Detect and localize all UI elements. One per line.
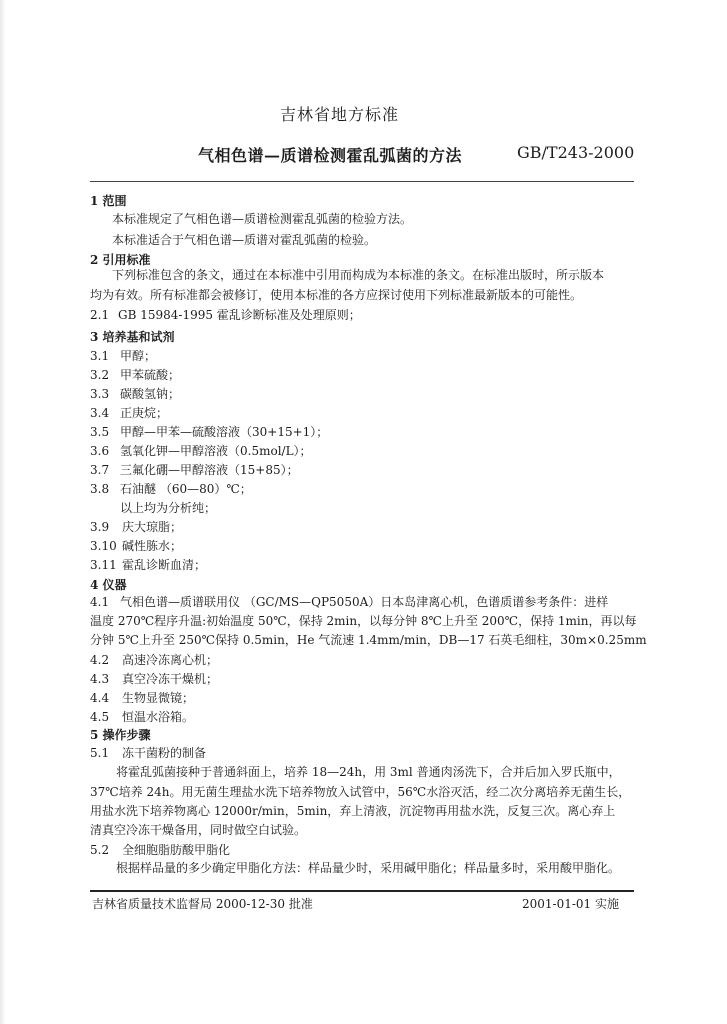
paragraph: 将霍乱弧菌接种于普通斜面上，培养 18—24h，用 3ml 普通肉汤洗下，合并后加入罗氏瓶中， — [116, 765, 621, 779]
clause-text: 庆大琼脂； — [122, 520, 183, 534]
clause-text: 真空冷冻干燥机； — [122, 672, 219, 686]
clause-number: 4.5 — [90, 710, 110, 724]
reagent-note: 以上均为分析纯； — [120, 501, 217, 515]
section-heading-instruments: 4 仪器 — [90, 578, 127, 592]
clause-number: 3.1 — [90, 349, 110, 363]
clause-number: 5.1 — [90, 746, 110, 760]
clause-text: 石油醚 （60—80）℃； — [120, 482, 252, 496]
clause-number: 3.11 — [90, 558, 117, 572]
clause-text: 正庚烷； — [120, 406, 169, 420]
clause-number: 3.6 — [90, 444, 110, 458]
clause-text: 温度 270℃程序升温:初始温度 50℃，保持 2min，以每分钟 8℃上升至 200℃，保持 1min，再以每 — [90, 614, 637, 628]
clause-number: 3.9 — [90, 520, 110, 534]
paragraph: 37℃培养 24h。用无菌生理盐水洗下培养物放入试管中，56℃水浴灭活，经二次分离培养无菌生长， — [90, 785, 631, 799]
clause-number: 4.2 — [90, 653, 110, 667]
section-heading-references: 2 引用标准 — [90, 253, 151, 267]
clause-number: 3.2 — [90, 368, 110, 382]
standard-issuer: 吉林省地方标准 — [280, 105, 400, 124]
standard-code: GB/T243-2000 — [517, 143, 635, 162]
clause-number: 2.1 — [90, 308, 110, 322]
section-heading-procedure: 5 操作步骤 — [90, 728, 151, 742]
paragraph: 清真空冷冻干燥备用，同时做空白试验。 — [90, 823, 307, 837]
clause-text: 甲苯硫酸； — [120, 368, 181, 382]
section-heading-reagents: 3 培养基和试剂 — [90, 330, 175, 344]
clause-number: 3.7 — [90, 463, 110, 477]
paragraph: 本标准适合于气相色谱—质谱对霍乱弧菌的检验。 — [112, 233, 377, 247]
clause-text: 碱性胨水； — [122, 539, 183, 553]
header-divider — [90, 181, 634, 182]
clause-number: 3.4 — [90, 406, 110, 420]
clause-number: 4.1 — [90, 595, 110, 609]
clause-text: 恒温水浴箱。 — [122, 710, 195, 724]
clause-text: 甲醇—甲苯—硫酸溶液（30+15+1）； — [120, 425, 329, 439]
paragraph: 均为有效。所有标准都会被修订，使用本标准的各方应探讨使用下列标准最新版本的可能性。 — [90, 288, 583, 302]
paragraph: 用盐水洗下培养物离心 12000r/min，5min，弃上清液，沉淀物再用盐水洗，反复三次。离心弃上 — [90, 804, 616, 818]
approval-line: 吉林省质量技术监督局 2000-12-30 批准 — [92, 897, 313, 911]
clause-text: 气相色谱—质谱联用仪 （GC/MS—QP5050A）日本岛津离心机，色谱质谱参考条件：进样 — [120, 595, 609, 609]
clause-number: 3.10 — [90, 539, 117, 553]
effective-date: 2001-01-01 实施 — [522, 897, 620, 911]
paragraph: 下列标准包含的条文，通过在本标准中引用而构成为本标准的条文。在标准出版时，所示版本 — [112, 268, 605, 282]
clause-number: 4.4 — [90, 691, 110, 705]
clause-text: 高速冷冻离心机； — [122, 653, 219, 667]
clause-text: 分钟 5℃上升至 250℃保持 0.5min，He 气流速 1.4mm/min，DB—17 石英毛细柱，30m×0.25mm — [90, 633, 647, 647]
clause-title: 全细胞脂肪酸甲脂化 — [122, 843, 231, 857]
footer-divider — [90, 890, 634, 892]
clause-number: 3.8 — [90, 482, 110, 496]
clause-number: 3.5 — [90, 425, 110, 439]
clause-text: 霍乱诊断血清； — [122, 558, 207, 572]
clause-text: 碳酸氢钠； — [120, 387, 181, 401]
section-heading-scope: 1 范围 — [90, 194, 127, 208]
clause-number: 3.3 — [90, 387, 110, 401]
clause-text: 生物显微镜； — [122, 691, 195, 705]
clause-number: 4.3 — [90, 672, 110, 686]
clause-text: 三氟化硼—甲醇溶液（15+85）； — [120, 463, 299, 477]
document-title: 气相色谱—质谱检测霍乱弧菌的方法 — [198, 146, 463, 165]
clause-title: 冻干菌粉的制备 — [122, 746, 207, 760]
clause-text: GB 15984-1995 霍乱诊断标准及处理原则； — [118, 308, 361, 322]
clause-number: 5.2 — [90, 843, 110, 857]
paragraph: 根据样品量的多少确定甲脂化方法：样品量少时，采用碱甲脂化；样品量多时，采用酸甲脂化。 — [116, 861, 621, 875]
clause-text: 氢氧化钾—甲醇溶液（0.5mol/L）； — [120, 444, 312, 458]
clause-text: 甲醇； — [120, 349, 157, 363]
paragraph: 本标准规定了气相色谱—质谱检测霍乱弧菌的检验方法。 — [112, 212, 413, 226]
scan-edge-shadow — [0, 0, 6, 1024]
